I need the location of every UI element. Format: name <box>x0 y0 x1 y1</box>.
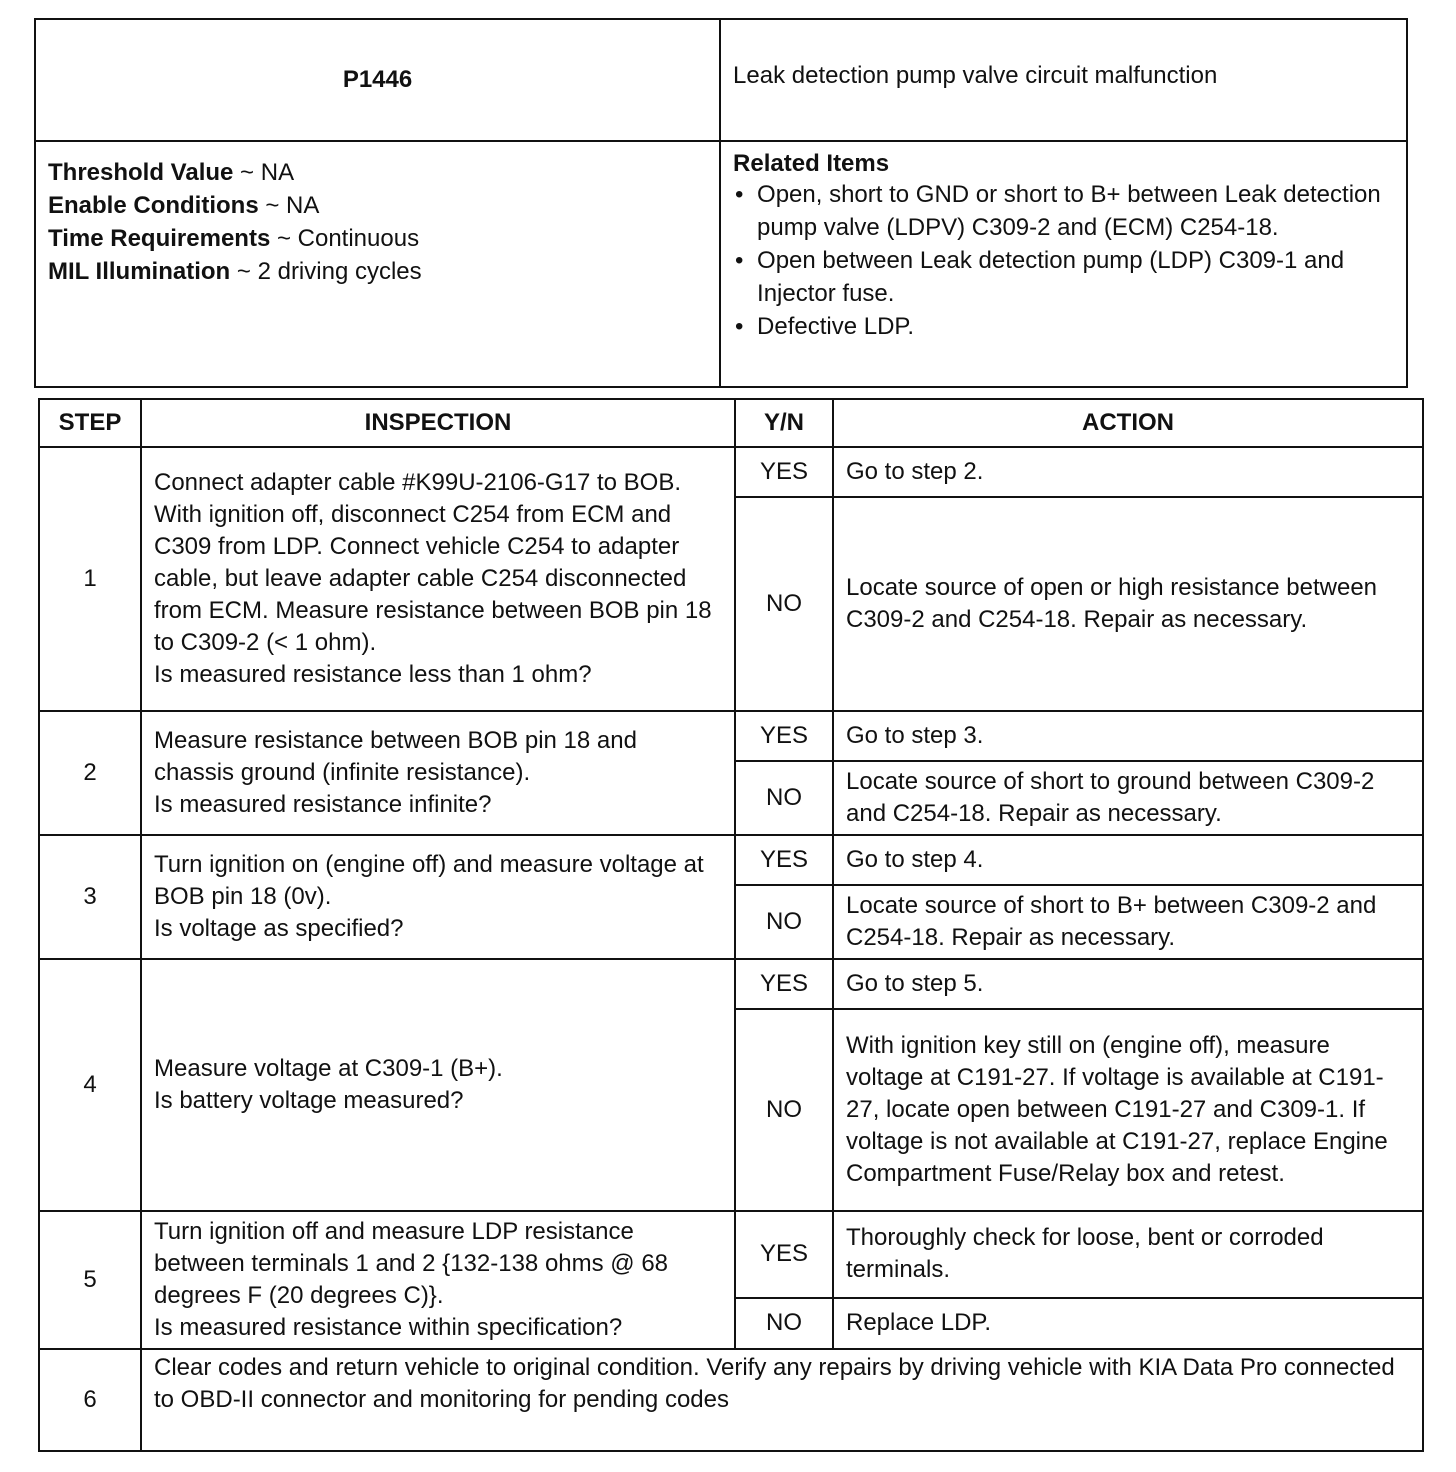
yes-label: YES <box>735 711 833 761</box>
yes-action: Go to step 5. <box>833 959 1423 1009</box>
final-step-text: Clear codes and return vehicle to original condition. Verify any repairs by driving vehicle with KIA Data Pro connected to OBD-II connector and monitoring for pending codes <box>141 1349 1423 1451</box>
related-items-list <box>733 178 1396 343</box>
yes-action: Thoroughly check for loose, bent or corroded terminals. <box>833 1211 1423 1298</box>
condition-enable: Enable Conditions ~ NA <box>48 192 320 219</box>
inspection-cell <box>141 711 735 835</box>
header-action: ACTION <box>833 399 1423 447</box>
no-label: NO <box>735 497 833 711</box>
table-row <box>39 447 1423 497</box>
no-action: Replace LDP. <box>833 1298 1423 1349</box>
inspection-cell <box>141 835 735 959</box>
step-number: 5 <box>39 1211 141 1349</box>
inspection-cell <box>141 959 735 1211</box>
dtc-code: P1446 <box>35 19 720 141</box>
yes-action: Go to step 3. <box>833 711 1423 761</box>
yes-label: YES <box>735 447 833 497</box>
yes-action: Go to step 2. <box>833 447 1423 497</box>
step-number: 6 <box>39 1349 141 1451</box>
yes-action: Go to step 4. <box>833 835 1423 885</box>
header-yn: Y/N <box>735 399 833 447</box>
step-number: 4 <box>39 959 141 1211</box>
inspection-text: Measure voltage at C309-1 (B+). <box>154 1055 503 1082</box>
dtc-description: Leak detection pump valve circuit malfunction <box>720 19 1407 141</box>
inspection-question: Is voltage as specified? <box>154 915 404 942</box>
related-items-cell <box>720 141 1407 387</box>
step-number: 1 <box>39 447 141 711</box>
table-row <box>39 835 1423 885</box>
inspection-text: Turn ignition off and measure LDP resistance between terminals 1 and 2 {132-138 ohms @ 68 degrees F (20 degrees C)}. <box>154 1218 669 1309</box>
related-item: • Open, short to GND or short to B+ between Leak detection pump valve (LDPV) C309-2 and (ECM) C254-18. <box>733 178 1396 244</box>
related-item: • Open between Leak detection pump (LDP) C309-1 and Injector fuse. <box>733 244 1396 310</box>
no-label: NO <box>735 885 833 959</box>
no-label: NO <box>735 1298 833 1349</box>
inspection-cell <box>141 1211 735 1349</box>
condition-threshold: Threshold Value ~ NA <box>48 159 295 186</box>
yes-label: YES <box>735 835 833 885</box>
related-items-title: Related Items <box>733 150 890 177</box>
no-label: NO <box>735 1009 833 1211</box>
table-row <box>39 1211 1423 1298</box>
step-number: 2 <box>39 711 141 835</box>
inspection-question: Is measured resistance infinite? <box>154 791 492 818</box>
inspection-text: Turn ignition on (engine off) and measure voltage at BOB pin 18 (0v). <box>154 851 704 910</box>
condition-mil: MIL Illumination ~ 2 driving cycles <box>48 258 422 285</box>
header-inspection: INSPECTION <box>141 399 735 447</box>
no-action: Locate source of short to ground between C309-2 and C254-18. Repair as necessary. <box>833 761 1423 835</box>
inspection-question: Is measured resistance less than 1 ohm? <box>154 661 592 688</box>
no-action: Locate source of short to B+ between C309-2 and C254-18. Repair as necessary. <box>833 885 1423 959</box>
dtc-header-table <box>34 18 1408 388</box>
related-item: • Defective LDP. <box>733 310 1396 343</box>
inspection-cell <box>141 447 735 711</box>
yes-label: YES <box>735 1211 833 1298</box>
inspection-question: Is battery voltage measured? <box>154 1087 464 1114</box>
inspection-table <box>38 398 1424 1452</box>
inspection-text: Measure resistance between BOB pin 18 and chassis ground (infinite resistance). <box>154 727 637 786</box>
inspection-text: Connect adapter cable #K99U-2106-G17 to BOB. With ignition off, disconnect C254 from ECM and C309 from LDP. Connect vehicle C254 to adapter cable, but leave adapter cable C254 disconnected from ECM. Measure resistance between BOB pin 18 to C309-2 (< 1 ohm). <box>154 469 712 656</box>
header-step: STEP <box>39 399 141 447</box>
no-label: NO <box>735 761 833 835</box>
conditions-cell <box>35 141 720 387</box>
no-action: With ignition key still on (engine off), measure voltage at C191-27. If voltage is available at C191-27, locate open between C191-27 and C309-1. If voltage is not available at C191-27, replace Engine Compartment Fuse/Relay box and retest. <box>833 1009 1423 1211</box>
condition-time: Time Requirements ~ Continuous <box>48 225 420 252</box>
inspection-question: Is measured resistance within specification? <box>154 1314 623 1341</box>
no-action: Locate source of open or high resistance between C309-2 and C254-18. Repair as necessary. <box>833 497 1423 711</box>
table-row <box>39 959 1423 1009</box>
table-row <box>39 711 1423 761</box>
table-row <box>39 1349 1423 1451</box>
yes-label: YES <box>735 959 833 1009</box>
table-header-row <box>39 399 1423 447</box>
step-number: 3 <box>39 835 141 959</box>
